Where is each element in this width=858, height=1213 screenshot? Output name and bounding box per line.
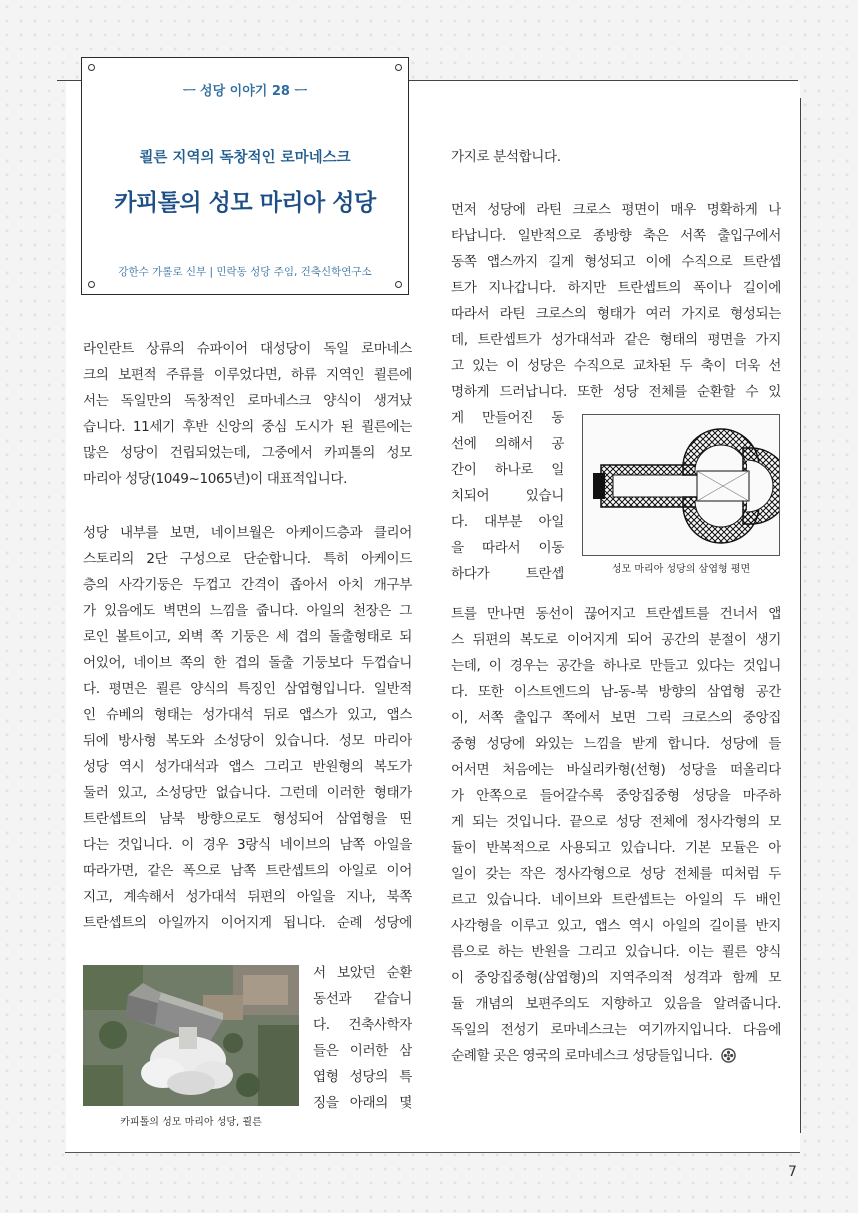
text-line: 트를 만나면 동선이 끊어지고 트란셉트를 건너서 앱	[451, 606, 781, 622]
text-line: 많은 성당이 건립되었는데, 그중에서 카피톨의 성모	[83, 445, 412, 461]
right-paragraph-2	[451, 601, 781, 1069]
text-line: 이, 서쪽 출입구 쪽에서 보면 그릭 크로스의 중앙집	[451, 710, 781, 726]
page-number: 7	[788, 1164, 797, 1180]
text-line: 서 보았던 순환	[313, 965, 412, 981]
text-line: 듈 개념의 보편주의도 지향하고 있음을 알려줍니다.	[451, 996, 781, 1012]
end-mark-icon	[721, 1048, 736, 1063]
text-line: 게 만들어진 동	[451, 410, 564, 426]
text-line: 엽형 성당의 특	[313, 1069, 412, 1085]
text-line: 다. 건축사학자	[313, 1017, 412, 1033]
text-line: 둘러 있고, 소성당만 없습니다. 그런데 이러한 형태가	[83, 785, 412, 801]
title-box	[81, 57, 409, 295]
page-bottom-rule	[65, 1152, 800, 1153]
corner-dot-icon	[395, 64, 402, 71]
church-aerial-photo	[83, 965, 299, 1106]
text-line: 들은 이러한 삼	[313, 1043, 412, 1059]
text-line: 치되어 있습니	[451, 488, 564, 504]
text-line: 따라가면, 같은 폭으로 남쪽 트란셉트의 아일로 이어	[83, 863, 412, 879]
text-line: 먼저 성당에 라틴 크로스 평면이 매우 명확하게 나	[451, 202, 781, 218]
text-line: 을 따라서 이동	[451, 540, 564, 556]
series-label: ㅡ 성당 이야기 28 ㅡ	[182, 84, 308, 99]
text-line: 다. 평면은 쾰른 양식의 특징인 삼엽형입니다. 일반적	[83, 681, 412, 697]
text-line: 다는 것입니다. 이 경우 3랑식 네이브의 남쪽 아일을	[83, 837, 412, 853]
text-line: 사각형을 이루고 있고, 앱스 역시 아일의 길이를 반지	[451, 918, 781, 934]
trefoil-floor-plan	[582, 414, 780, 556]
text-line: 어있어, 네이브 쪽의 한 겹의 돌출 기둥보다 두껍습니	[83, 655, 412, 671]
text-line: 하다가 트란셉	[451, 566, 564, 582]
text-line: 간이 하나로 일	[451, 462, 564, 478]
text-line: 트가 지나갑니다. 하지만 트란셉트의 폭이나 길이에	[451, 280, 781, 296]
right-lead-line	[451, 144, 781, 170]
text-line: 트란셉트의 남북 방향으로도 형성되어 삼엽형을 띤	[83, 811, 412, 827]
text-line: 일이 갖는 작은 정사각형으로 성당 전체를 띠처럼 두	[451, 866, 781, 882]
text-line: 동선과 같습니	[313, 991, 412, 1007]
text-line: 가 안쪽으로 들어갈수록 중앙집중형 성당을 마주하	[451, 788, 781, 804]
text-line: 성당 역시 성가대석과 앱스 그리고 반원형의 복도가	[83, 759, 412, 775]
text-line: 라인란트 상류의 슈파이어 대성당이 독일 로마네스	[83, 341, 412, 357]
text-line: 이 중앙집중형(삼엽형)의 지역주의적 성격과 함께 모	[451, 970, 781, 986]
text-line: 따라서 라틴 크로스의 형태가 여러 가지로 형성되는	[451, 306, 781, 322]
text-line: 스 뒤편의 복도로 이어지게 되어 공간의 분절이 생기	[451, 632, 781, 648]
text-line: 스토리의 2단 구성으로 단순합니다. 특히 아케이드	[83, 551, 412, 567]
corner-dot-icon	[88, 64, 95, 71]
text-line: 고 있는 이 성당은 수직으로 교차된 두 축이 더욱 선	[451, 358, 781, 374]
text-line: 성당 내부를 보면, 네이브월은 아케이드층과 클리어	[83, 525, 412, 541]
text-line: 다. 대부분 아일	[451, 514, 564, 530]
text-line: 인 슈베의 형태는 성가대석 뒤로 앱스가 있고, 앱스	[83, 707, 412, 723]
text-line: 크의 보편적 주류를 이루었다면, 하류 지역인 쾰른에	[83, 367, 412, 383]
text-line: 습니다. 11세기 후반 신앙의 중심 도시가 된 쾰른에는	[83, 419, 412, 435]
right-paragraph-1	[451, 197, 781, 405]
text-line: 데, 트란셉트가 성가대석과 같은 형태의 평면을 가지	[451, 332, 781, 348]
text-line: 가지로 분석합니다.	[451, 149, 561, 165]
text-line: 동쪽 앱스까지 길게 형성되고 이에 수직으로 트란셉	[451, 254, 781, 270]
text-line: 뒤에 방사형 복도와 소성당이 있습니다. 성모 마리아	[83, 733, 412, 749]
article-subtitle: 쾰른 지역의 독창적인 로마네스크	[139, 150, 351, 166]
text-line: 는데, 이 경우는 공간을 하나로 만들고 있다는 것입니	[451, 658, 781, 674]
last-text-line	[451, 1043, 781, 1069]
text-line: 층의 사각기둥은 두껍고 간격이 좁아서 아치 개구부	[83, 577, 412, 593]
page-right-rule	[800, 98, 801, 1133]
text-line: 가 있음에도 벽면의 느낌을 줍니다. 아일의 천장은 그	[83, 603, 412, 619]
author-byline: 강한수 가롤로 신부 | 민락동 성당 주임, 건축신학연구소	[118, 266, 372, 278]
text-line: 듈이 반복적으로 사용되고 있습니다. 기본 모듈은 아	[451, 840, 781, 856]
text-line: 중형 성당에 와있는 느낌을 받게 합니다. 성당에 들	[451, 736, 781, 752]
right-wrap-text	[451, 405, 564, 587]
text-line: 선에 의해서 공	[451, 436, 564, 452]
article-title: 카피톨의 성모 마리아 성당	[114, 190, 376, 216]
text-line: 어서면 처음에는 바실리카형(선형) 성당을 떠올리다	[451, 762, 781, 778]
plan-caption: 성모 마리아 성당의 삼엽형 평면	[611, 564, 751, 575]
text-line: 게 되는 것입니다. 끝으로 성당 전체에 정사각형의 모	[451, 814, 781, 830]
corner-dot-icon	[88, 281, 95, 288]
text-line: 름으로 하는 반원을 그리고 있습니다. 이는 쾰른 양식	[451, 944, 781, 960]
closing-sentence: 순례할 곳은 영국의 로마네스크 성당들입니다.	[451, 1048, 713, 1064]
left-paragraph-2	[83, 520, 412, 936]
left-wrap-text	[313, 960, 412, 1116]
text-line: 명하게 드러납니다. 또한 성당 전체를 순환할 수 있	[451, 384, 781, 400]
text-line: 트란셉트의 아일까지 이어지게 됩니다. 순례 성당에	[83, 915, 412, 931]
text-line: 서는 독일만의 독창적인 로마네스크 양식이 생겨났	[83, 393, 412, 409]
text-line: 타납니다. 일반적으로 종방향 축은 서쪽 출입구에서	[451, 228, 781, 244]
text-line: 마리아 성당(1049~1065년)이 대표적입니다.	[83, 471, 348, 487]
left-paragraph-1	[83, 336, 412, 492]
text-line: 르고 있습니다. 네이브와 트란셉트는 아일의 두 배인	[451, 892, 781, 908]
corner-dot-icon	[395, 281, 402, 288]
text-line: 독일의 전성기 로마네스크는 여기까지입니다. 다음에	[451, 1022, 781, 1038]
text-line: 로인 볼트이고, 외벽 쪽 기둥은 세 겹의 돌출형태로 되	[83, 629, 412, 645]
photo-caption: 카피톨의 성모 마리아 성당, 쾰른	[120, 1117, 262, 1128]
text-line: 징을 아래의 몇	[313, 1095, 412, 1111]
text-line: 다. 또한 이스트엔드의 남-동-북 방향의 삼엽형 공간	[451, 684, 781, 700]
text-line: 지고, 계속해서 성가대석 뒤편의 아일을 지나, 북쪽	[83, 889, 412, 905]
